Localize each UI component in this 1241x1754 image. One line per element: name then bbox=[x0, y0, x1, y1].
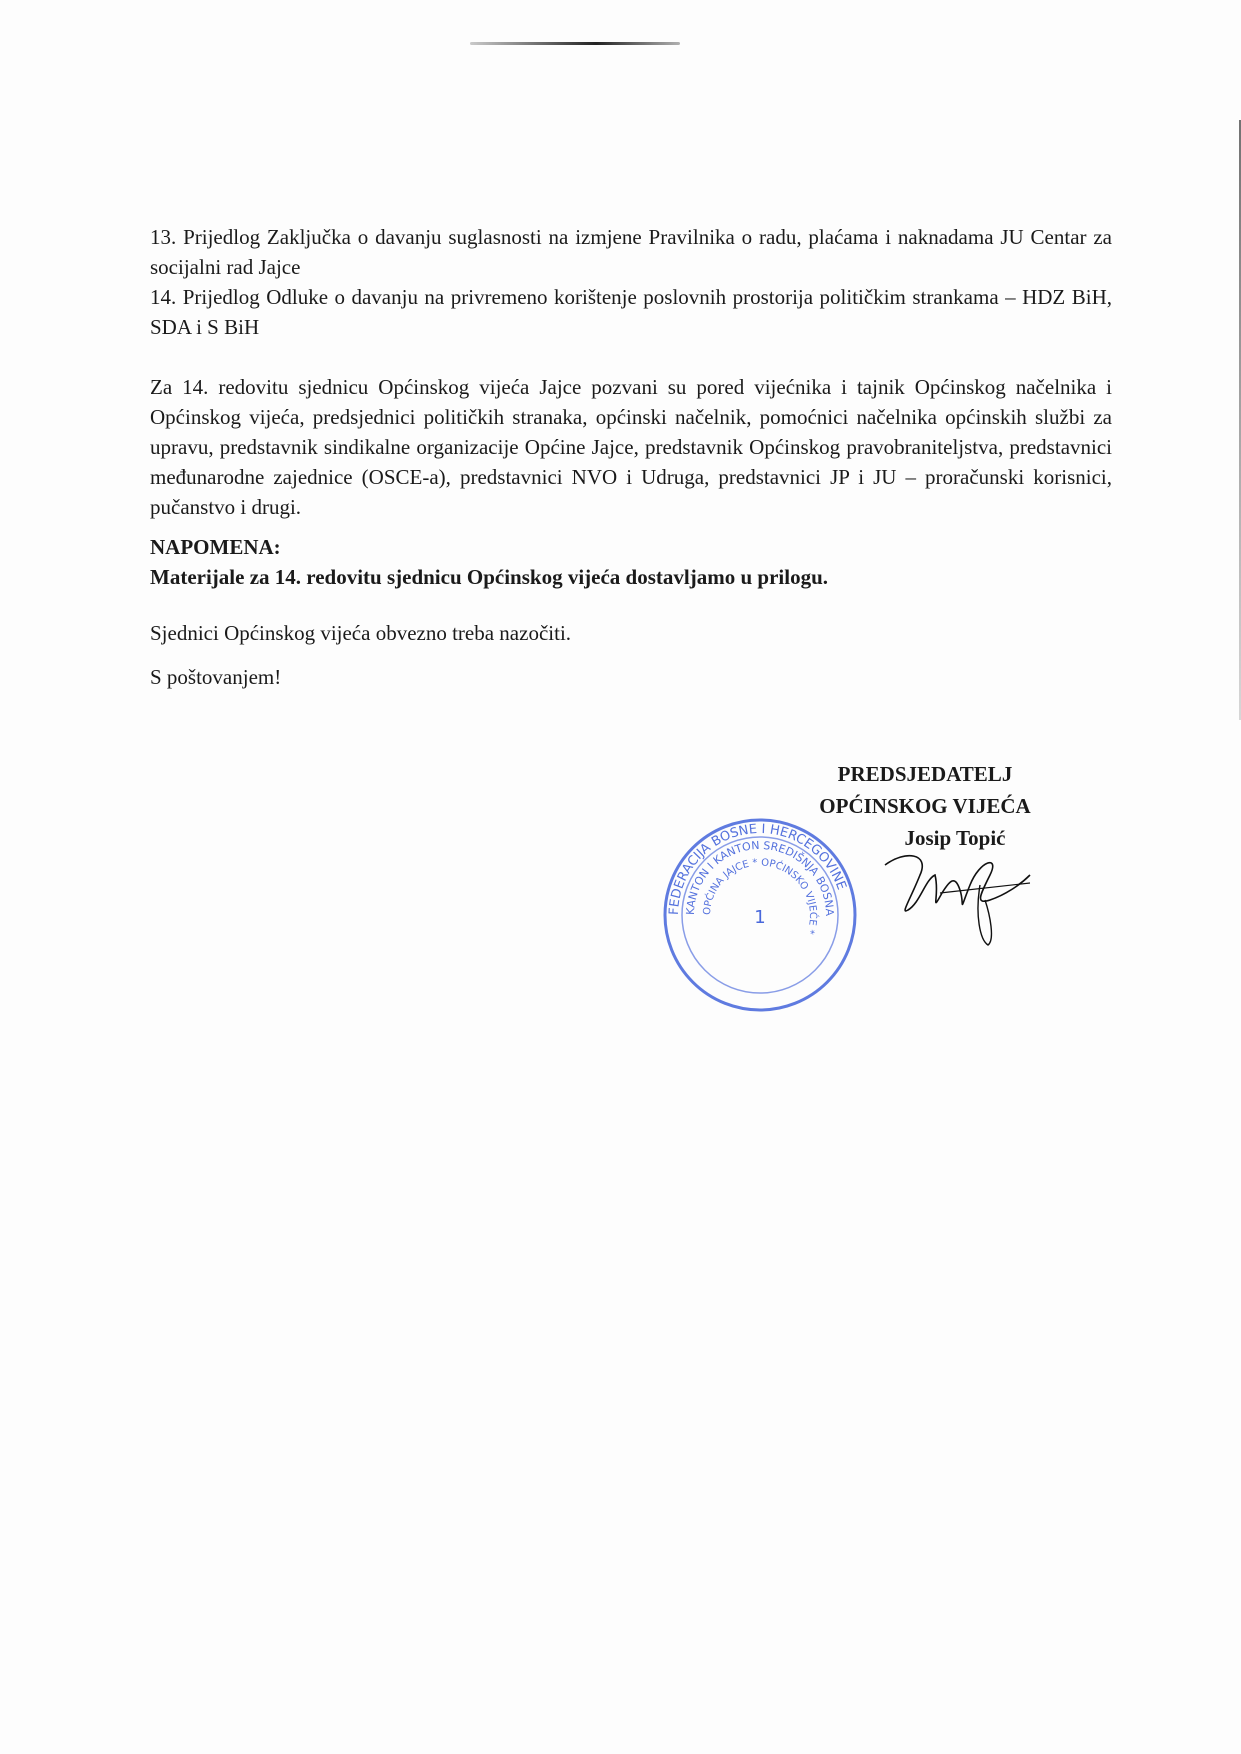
signature-title-2: OPĆINSKOG VIJEĆA bbox=[819, 794, 1031, 818]
regards-line: S poštovanjem! bbox=[150, 665, 282, 689]
closing-sentence: Sjednici Općinskog vijeća obvezno treba nazočiti. bbox=[150, 621, 572, 645]
invitees-paragraph: Za 14. redovitu sjednicu Općinskog vijeća Jajce pozvani su pored vijećnika i tajnik Općinskog načelnika i Općinskog vijeća, predsjednici političkih stranaka, općinski načelnik, pomoćnici načelnika općinskih službi za upravu, predstavnik sindikalne organizacije Općine Jajce, predstavnik Općinskog pravobraniteljstva, predstavnici međunarodne zajednice (OSCE-a), predstavnici NVO i Udruga, predstavnici JP i JU – proračunski korisnici, pučanstvo i drugi. bbox=[150, 375, 1112, 519]
note-title: NAPOMENA: bbox=[150, 535, 281, 559]
scan-artifact-top bbox=[470, 42, 680, 45]
signature-name: Josip Topić bbox=[904, 826, 1006, 850]
svg-text:OPĆINA JAJCE * OPĆINSKO VIJEĆE: OPĆINA JAJCE * OPĆINSKO VIJEĆE * bbox=[701, 857, 819, 936]
signature-block bbox=[790, 758, 1060, 854]
svg-text:FEDERACIJA BOSNE I HERCEGOVINE: FEDERACIJA BOSNE I HERCEGOVINE bbox=[666, 821, 849, 916]
note-text: Materijale za 14. redovitu sjednicu Općinskog vijeća dostavljamo u prilogu. bbox=[150, 565, 828, 589]
agenda-item-13 bbox=[150, 222, 1112, 282]
document-body bbox=[150, 222, 1112, 692]
signature-title-1: PREDSJEDATELJ bbox=[837, 762, 1013, 786]
agenda-item-text: 13. Prijedlog Zaključka o davanju suglasnosti na izmjene Pravilnika o radu, plaćama i naknadama JU Centar za socijalni rad Jajce bbox=[150, 225, 1112, 279]
agenda-item-14 bbox=[150, 282, 1112, 342]
handwritten-signature bbox=[880, 845, 1040, 955]
svg-text:KANTON I KANTON SREDIŠNJA BOSN: KANTON I KANTON SREDIŠNJA BOSNA bbox=[683, 838, 837, 917]
agenda-item-text: 14. Prijedlog Odluke o davanju na privremeno korištenje poslovnih prostorija političkim strankama – HDZ BiH, SDA i S BiH bbox=[150, 285, 1112, 339]
svg-text:1: 1 bbox=[754, 907, 766, 928]
